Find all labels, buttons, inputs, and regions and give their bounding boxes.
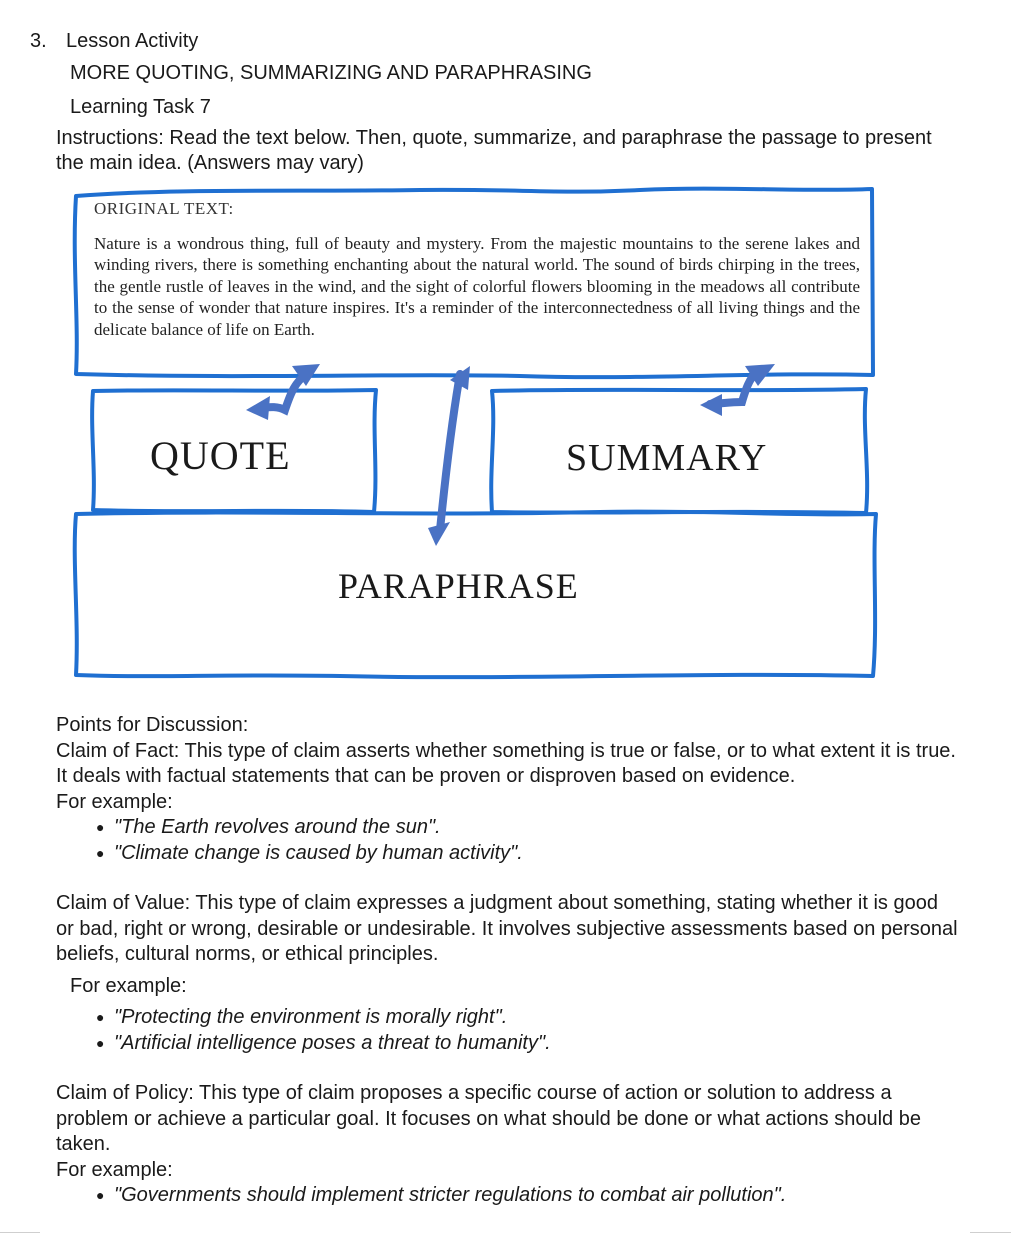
list-item: ● "Artificial intelligence poses a threat to humanity".	[88, 1031, 961, 1057]
claim-of-policy-text: This type of claim proposes a specific course of action or solution to address a problem or achieve a particular goal. It focuses on what should be done or what actions should be taken.	[56, 1082, 921, 1155]
claim-of-fact	[56, 739, 961, 790]
discussion-section	[56, 713, 961, 1209]
claim-of-policy-label: Claim of Policy:	[56, 1082, 194, 1104]
instructions-text: Read the text below. Then, quote, summarize, and paraphrase the passage to present the main idea. (Answers may vary)	[56, 127, 932, 174]
footer-rule-right	[970, 1232, 1011, 1233]
summary-label: SUMMARY	[566, 437, 768, 479]
fact-example-label: For example:	[56, 790, 173, 813]
original-text-label: ORIGINAL TEXT:	[94, 199, 234, 218]
claim-of-policy	[56, 1081, 961, 1158]
fact-examples	[88, 815, 961, 866]
list-item: ● "Governments should implement stricter regulations to combat air pollution".	[88, 1183, 961, 1209]
claim-of-value-label: Claim of Value	[56, 892, 185, 914]
value-examples	[88, 1005, 961, 1056]
claim-of-value-text: : This type of claim expresses a judgment about something, stating whether it is good or bad, right or wrong, desirable or undesirable. It involves subjective assessments based on personal beliefs, cultural norms, or ethical principles.	[56, 892, 958, 965]
footer-rule-left	[0, 1232, 40, 1233]
section-title: Lesson Activity	[66, 30, 199, 52]
paraphrase-arrowhead-bottom	[428, 522, 450, 546]
section-number: 3.	[30, 30, 47, 52]
value-example-label: For example:	[70, 974, 187, 997]
quote-arrowhead-bottom	[246, 396, 270, 420]
summary-arrowhead-bottom	[700, 394, 722, 416]
discussion-heading: Points for Discussion:	[56, 714, 249, 736]
list-item: ● "Climate change is caused by human activity".	[88, 841, 961, 867]
claim-of-fact-text: This type of claim asserts whether something is true or false, or to what extent it is true. It deals with factual statements that can be proven or disproven based on evidence.	[56, 739, 956, 787]
original-text-passage: Nature is a wondrous thing, full of beauty and mystery. From the majestic mountains to the serene lakes and winding rivers, there is something enchanting about the natural world. The sound of birds chirping in the trees, the gentle rustle of leaves in the wind, and the sight of colorful flowers blooming in the meadows all contribute to the sense of wonder that nature inspires. It's a reminder of the interconnectedness of all living things and the delicate balance of life on Earth.	[94, 234, 860, 339]
list-item: ● "Protecting the environment is morally right".	[88, 1005, 961, 1031]
paraphrase-label: PARAPHRASE	[338, 566, 579, 606]
policy-examples	[88, 1183, 961, 1209]
quote-label: QUOTE	[150, 433, 291, 478]
instructions-label: Instructions:	[56, 127, 164, 149]
lesson-subtitle: MORE QUOTING, SUMMARIZING AND PARAPHRASING	[70, 62, 592, 84]
instructions	[56, 126, 961, 176]
claim-of-value	[56, 891, 961, 968]
policy-example-label: For example:	[56, 1158, 173, 1181]
learning-task-title: Learning Task 7	[70, 96, 211, 118]
paraphrase-connector-arrow	[440, 374, 460, 530]
list-item: ● "The Earth revolves around the sun".	[88, 815, 961, 841]
claim-of-fact-label: Claim of Fact:	[56, 739, 180, 762]
